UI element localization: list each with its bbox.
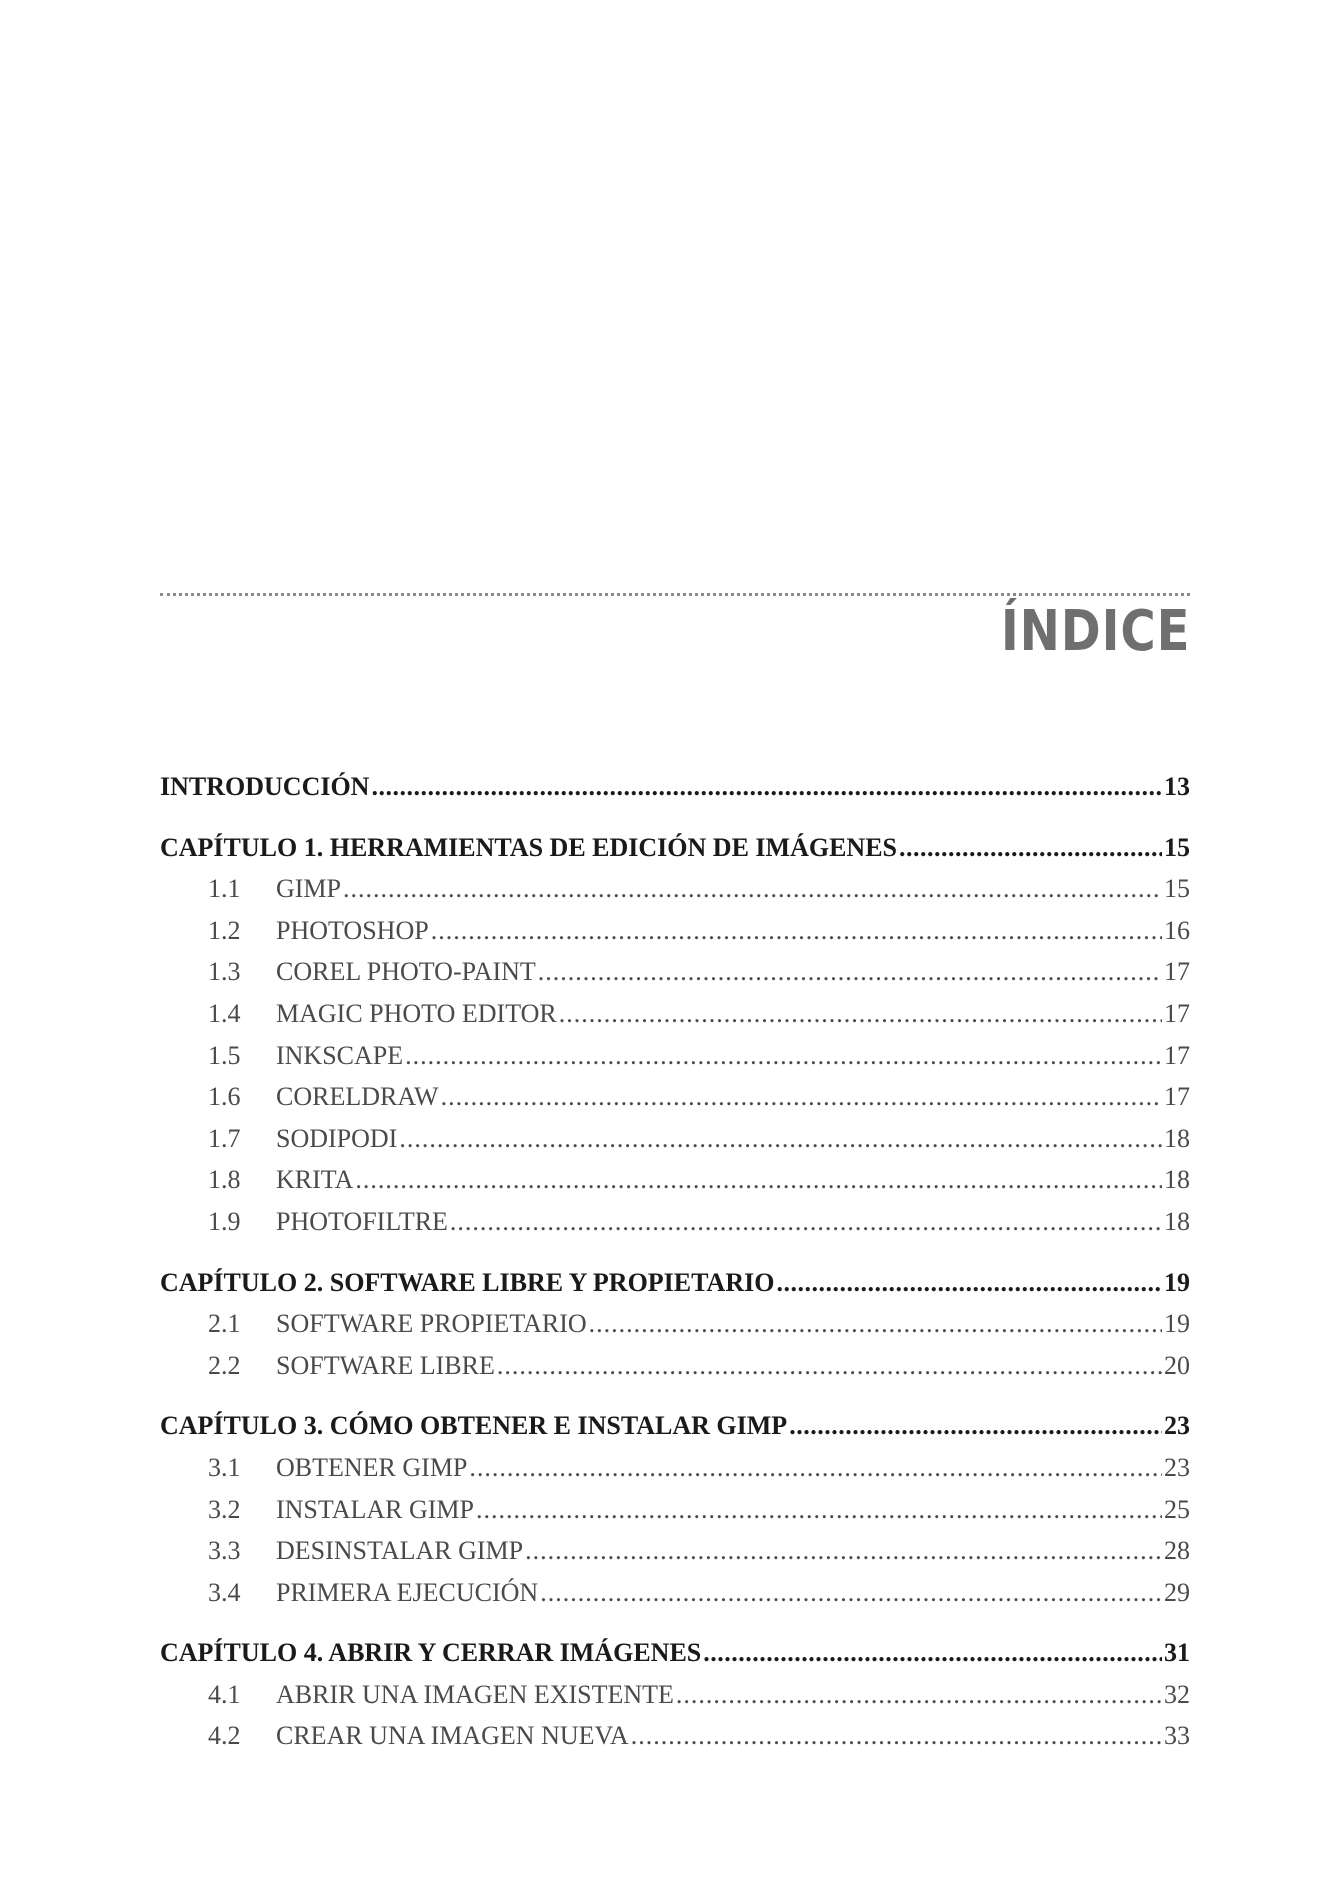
toc-section-number: 1.2 — [208, 915, 241, 945]
toc-dot-leader — [631, 1715, 1162, 1757]
toc-entry-title: SODIPODI — [276, 1123, 398, 1153]
toc-entry-title: SOFTWARE LIBRE — [276, 1350, 495, 1380]
toc-section-entry — [160, 1345, 1190, 1387]
toc-section-entry — [160, 868, 1190, 910]
toc-page-number: 16 — [1164, 915, 1190, 945]
toc-dot-leader — [538, 951, 1162, 993]
toc-dot-leader — [405, 1035, 1162, 1077]
toc-page-number: 33 — [1164, 1721, 1190, 1751]
toc-section-entry — [160, 1076, 1190, 1118]
toc-section-number: 3.2 — [208, 1494, 241, 1524]
toc-page-number: 15 — [1164, 832, 1190, 862]
toc-dot-leader — [589, 1303, 1162, 1345]
toc-entry-title: CAPÍTULO 4. ABRIR Y CERRAR IMÁGENES — [160, 1638, 702, 1668]
toc-dot-leader — [476, 1489, 1162, 1531]
page-title: ÍNDICE — [1000, 599, 1190, 664]
toc-section-number: 3.3 — [208, 1536, 241, 1566]
toc-entry-title: INSTALAR GIMP — [276, 1494, 474, 1524]
toc-section-entry — [160, 1489, 1190, 1531]
toc-entry-title: DESINSTALAR GIMP — [276, 1536, 524, 1566]
toc-dot-leader — [441, 1076, 1162, 1118]
toc-page-number: 18 — [1164, 1123, 1190, 1153]
toc-dot-leader — [899, 827, 1162, 869]
toc-entry-title: CORELDRAW — [276, 1082, 439, 1112]
toc-dot-leader — [469, 1447, 1162, 1489]
toc-chapter-entry — [160, 1632, 1190, 1674]
toc-page-number: 17 — [1164, 1082, 1190, 1112]
toc-section-entry — [160, 910, 1190, 952]
toc-section-number: 4.2 — [208, 1721, 241, 1751]
toc-section-entry — [160, 993, 1190, 1035]
toc-page-number: 17 — [1164, 998, 1190, 1028]
toc-section-entry — [160, 951, 1190, 993]
toc-entry-title: CAPÍTULO 3. CÓMO OBTENER E INSTALAR GIMP — [160, 1411, 788, 1441]
toc-dot-leader — [559, 993, 1162, 1035]
toc-section-number: 1.6 — [208, 1082, 241, 1112]
toc-page-number: 20 — [1164, 1350, 1190, 1380]
toc-section-number: 3.4 — [208, 1577, 241, 1607]
toc-section-entry — [160, 1715, 1190, 1757]
toc-section-number: 2.2 — [208, 1350, 241, 1380]
toc-section-entry — [160, 1572, 1190, 1614]
toc-section-number: 1.8 — [208, 1165, 241, 1195]
toc-entry-title: SOFTWARE PROPIETARIO — [276, 1309, 587, 1339]
toc-page-number: 28 — [1164, 1536, 1190, 1566]
toc-dot-leader — [355, 1159, 1162, 1201]
toc-section-entry — [160, 1674, 1190, 1716]
toc-page-number: 17 — [1164, 1040, 1190, 1070]
toc-page-number: 32 — [1164, 1679, 1190, 1709]
toc-section-entry — [160, 1530, 1190, 1572]
toc-section-number: 1.5 — [208, 1040, 241, 1070]
toc-section-entry — [160, 1159, 1190, 1201]
toc-section-entry — [160, 1035, 1190, 1077]
toc-page-number: 15 — [1164, 874, 1190, 904]
toc-dot-leader — [371, 766, 1162, 808]
toc-dot-leader — [343, 868, 1162, 910]
toc-page-number: 23 — [1164, 1411, 1190, 1441]
toc-page-number: 18 — [1164, 1206, 1190, 1236]
toc-entry-title: COREL PHOTO-PAINT — [276, 957, 536, 987]
toc-dot-leader — [540, 1572, 1162, 1614]
toc-page-number: 25 — [1164, 1494, 1190, 1524]
toc-section-entry — [160, 1447, 1190, 1489]
toc-page-number: 29 — [1164, 1577, 1190, 1607]
toc-dot-leader — [497, 1345, 1162, 1387]
toc-dot-leader — [450, 1201, 1162, 1243]
toc-page-number: 17 — [1164, 957, 1190, 987]
toc-entry-title: PHOTOFILTRE — [276, 1206, 448, 1236]
toc-page-number: 31 — [1164, 1638, 1190, 1668]
toc-section-entry — [160, 1118, 1190, 1160]
toc-chapter-entry — [160, 1405, 1190, 1447]
toc-section-number: 4.1 — [208, 1679, 241, 1709]
toc-entry-title: ABRIR UNA IMAGEN EXISTENTE — [276, 1679, 674, 1709]
toc-page-number: 19 — [1164, 1309, 1190, 1339]
toc-section-entry — [160, 1303, 1190, 1345]
toc-page-number: 19 — [1164, 1267, 1190, 1297]
toc-entry-title: MAGIC PHOTO EDITOR — [276, 998, 557, 1028]
toc-section-number: 1.7 — [208, 1123, 241, 1153]
toc-section-number: 2.1 — [208, 1309, 241, 1339]
toc-section-number: 1.4 — [208, 998, 241, 1028]
title-dotted-rule — [160, 593, 1190, 596]
toc-page-number: 23 — [1164, 1452, 1190, 1482]
toc-section-entry — [160, 1201, 1190, 1243]
toc-entry-title: INTRODUCCIÓN — [160, 772, 370, 801]
toc-chapter-entry — [160, 1262, 1190, 1304]
toc-entry-title: KRITA — [276, 1165, 354, 1195]
toc-page-number: 18 — [1164, 1165, 1190, 1195]
toc-dot-leader — [399, 1118, 1162, 1160]
toc-dot-leader — [703, 1632, 1162, 1674]
toc-entry-title: INKSCAPE — [276, 1040, 404, 1070]
toc-chapter-entry — [160, 827, 1190, 869]
toc-section-number: 1.1 — [208, 874, 241, 904]
toc-dot-leader — [525, 1530, 1162, 1572]
toc-chapter-entry — [160, 766, 1190, 808]
toc-entry-title: CAPÍTULO 1. HERRAMIENTAS DE EDICIÓN DE IMÁGENES — [160, 832, 898, 862]
toc-entry-title: CREAR UNA IMAGEN NUEVA — [276, 1721, 629, 1751]
toc-section-number: 1.9 — [208, 1206, 241, 1236]
toc-entry-title: GIMP — [276, 874, 342, 904]
toc-section-number: 3.1 — [208, 1452, 241, 1482]
toc-entry-title: CAPÍTULO 2. SOFTWARE LIBRE Y PROPIETARIO — [160, 1267, 775, 1297]
toc-dot-leader — [676, 1674, 1162, 1716]
table-of-contents — [160, 766, 1190, 1757]
toc-page-number: 13 — [1164, 772, 1190, 801]
toc-entry-title: PHOTOSHOP — [276, 915, 429, 945]
toc-dot-leader — [789, 1405, 1162, 1447]
toc-dot-leader — [776, 1262, 1162, 1304]
toc-dot-leader — [431, 910, 1162, 952]
toc-entry-title: PRIMERA EJECUCIÓN — [276, 1577, 539, 1607]
toc-section-number: 1.3 — [208, 957, 241, 987]
toc-entry-title: OBTENER GIMP — [276, 1452, 468, 1482]
